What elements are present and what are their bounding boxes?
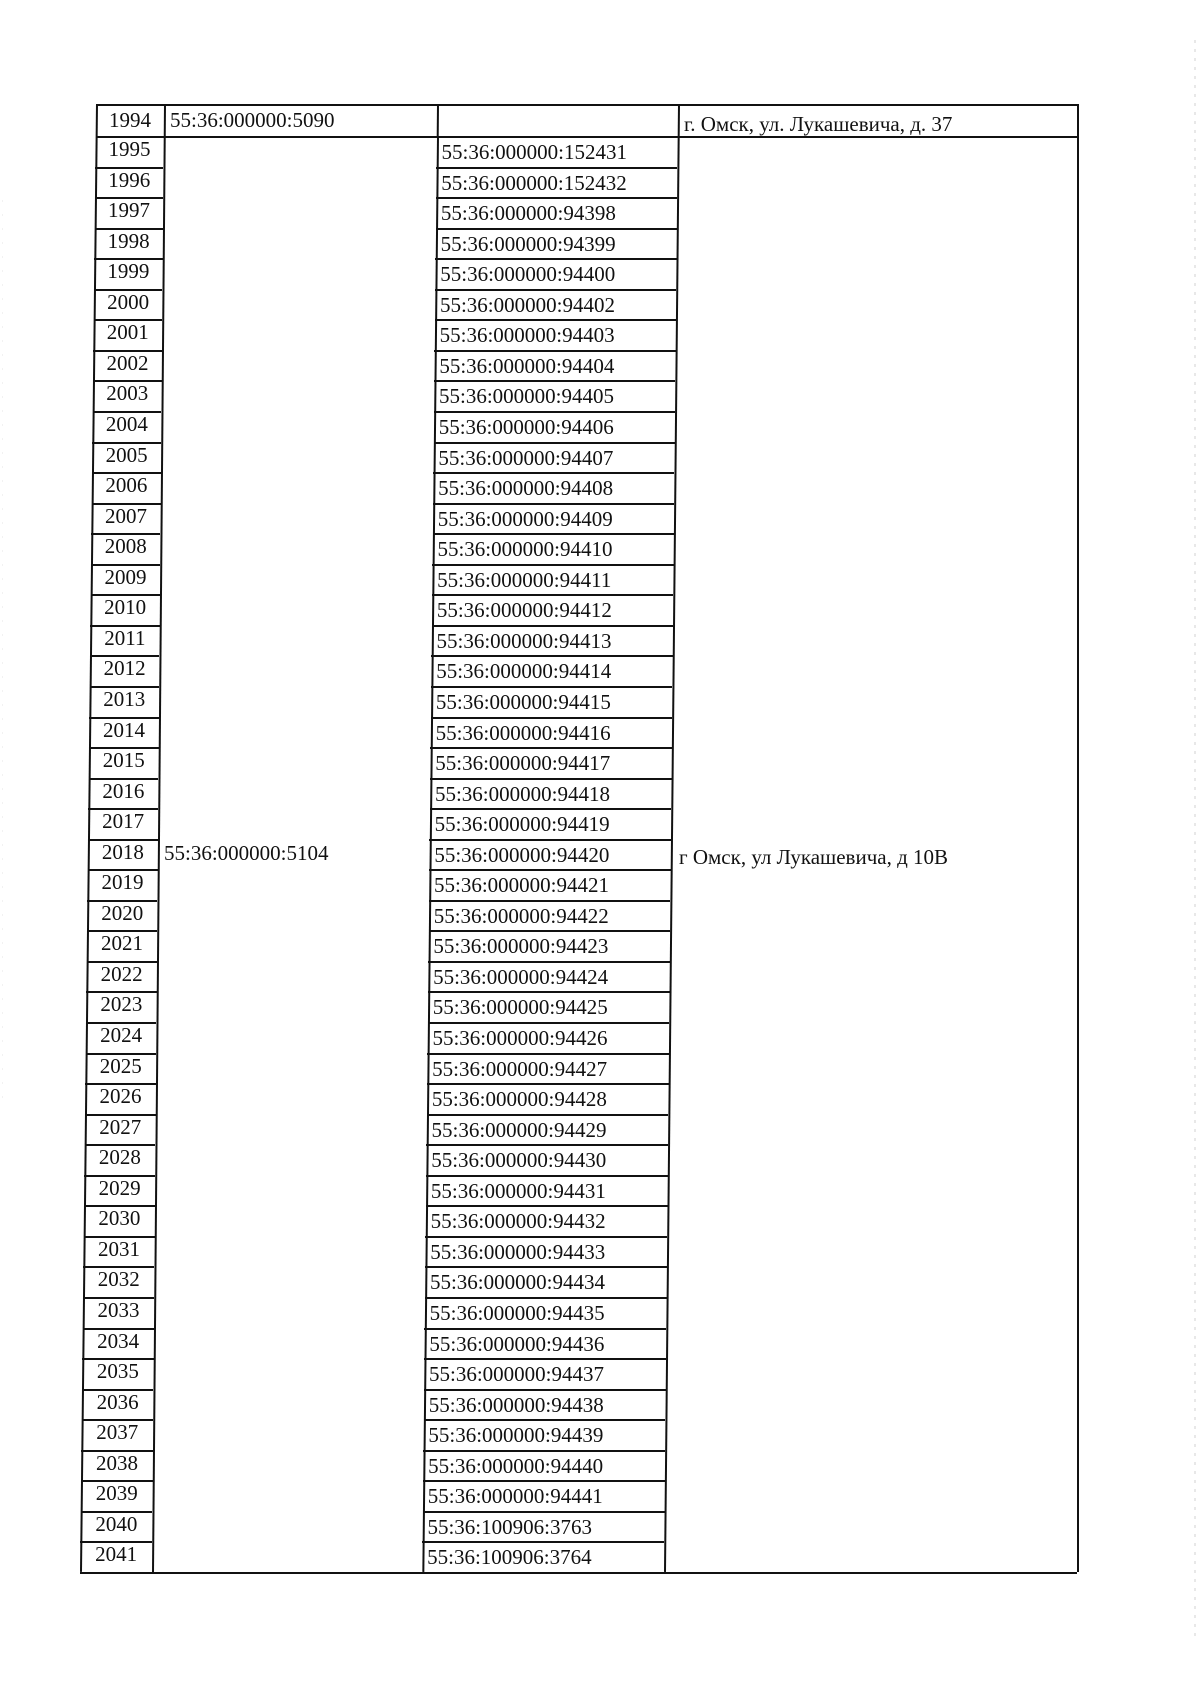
row-number: 1999 bbox=[107, 259, 150, 284]
object-number: 55:36:000000:94417 bbox=[435, 751, 611, 776]
row-number: 2039 bbox=[95, 1481, 138, 1506]
object-cell-separator bbox=[435, 258, 676, 260]
object-cell-separator bbox=[429, 900, 671, 902]
object-cell-separator bbox=[436, 167, 677, 169]
object-number: 55:36:000000:152431 bbox=[441, 140, 628, 164]
object-number: 55:36:000000:94438 bbox=[428, 1392, 604, 1417]
object-number: 55:36:000000:94398 bbox=[440, 201, 616, 226]
object-number: 55:36:000000:94419 bbox=[434, 812, 610, 837]
row-number: 2031 bbox=[98, 1236, 141, 1261]
object-number: 55:36:000000:94416 bbox=[435, 720, 611, 745]
row-number: 2006 bbox=[105, 473, 148, 498]
object-number: 55:36:000000:94413 bbox=[436, 628, 612, 653]
object-cell-separator bbox=[435, 319, 676, 321]
row-number: 1995 bbox=[108, 137, 151, 161]
object-cell-separator bbox=[431, 686, 672, 688]
object-number: 55:36:000000:94436 bbox=[429, 1331, 605, 1356]
object-number: 55:36:000000:94405 bbox=[439, 384, 615, 409]
object-cell-separator bbox=[432, 594, 673, 596]
object-cell-separator bbox=[436, 228, 677, 230]
object-cell-separator bbox=[427, 1053, 669, 1055]
row-number: 2033 bbox=[97, 1298, 140, 1323]
object-cell-separator bbox=[434, 411, 675, 413]
object-cell-separator bbox=[432, 564, 673, 566]
object-cell-separator bbox=[423, 1511, 665, 1513]
object-cell-separator bbox=[425, 1266, 667, 1268]
table-bottom-border bbox=[80, 1572, 1077, 1574]
row-number: 2004 bbox=[105, 411, 148, 436]
object-number: 55:36:000000:94403 bbox=[439, 323, 615, 348]
object-cell-separator bbox=[431, 717, 672, 719]
object-cell-separator bbox=[424, 1419, 666, 1421]
row-number: 2029 bbox=[98, 1175, 141, 1200]
object-cell-separator bbox=[422, 1541, 664, 1543]
object-number: 55:36:000000:94409 bbox=[437, 506, 613, 531]
row-number: 2036 bbox=[96, 1389, 139, 1414]
object-number: 55:36:000000:94404 bbox=[439, 353, 615, 378]
object-number: 55:36:000000:94407 bbox=[438, 445, 614, 470]
object-cell-separator bbox=[430, 808, 671, 810]
object-number: 55:36:000000:94440 bbox=[428, 1453, 604, 1478]
object-number: 55:36:000000:94414 bbox=[436, 659, 612, 684]
object-cell-separator bbox=[432, 625, 673, 627]
object-number: 55:36:000000:94415 bbox=[435, 689, 611, 714]
row-number: 2015 bbox=[102, 748, 145, 773]
object-number: 55:36:000000:94412 bbox=[436, 598, 612, 623]
object-number: 55:36:000000:94422 bbox=[433, 903, 609, 928]
object-number: 55:36:000000:94441 bbox=[427, 1484, 603, 1509]
row-number: 2001 bbox=[106, 320, 149, 345]
object-number: 55:36:000000:94425 bbox=[432, 995, 608, 1020]
object-cell-separator bbox=[426, 1175, 668, 1177]
table-right-border bbox=[1077, 104, 1079, 1572]
object-cell-separator bbox=[436, 197, 677, 199]
row-number: 2020 bbox=[101, 900, 144, 925]
object-cell-separator bbox=[425, 1297, 667, 1299]
object-number: 55:36:000000:94411 bbox=[437, 567, 612, 592]
object-cell-separator bbox=[429, 839, 671, 841]
object-number: 55:36:000000:152432 bbox=[441, 170, 627, 195]
object-number: 55:36:000000:94421 bbox=[434, 873, 610, 898]
object-number: 55:36:100906:3763 bbox=[427, 1514, 592, 1539]
object-cell-separator bbox=[428, 991, 670, 993]
row-number: 2019 bbox=[101, 870, 144, 895]
object-number: 55:36:000000:94435 bbox=[429, 1301, 605, 1326]
row-number: 2018 bbox=[101, 839, 144, 864]
object-cell-separator bbox=[428, 1022, 670, 1024]
object-cell-separator bbox=[434, 442, 675, 444]
object-cell-separator bbox=[434, 350, 675, 352]
object-number: 55:36:000000:94437 bbox=[429, 1362, 605, 1387]
scan-edge-noise bbox=[1194, 40, 1196, 1640]
row-number: 2013 bbox=[103, 686, 146, 711]
object-cell-separator bbox=[433, 533, 674, 535]
object-cell-separator bbox=[423, 1480, 665, 1482]
row-number: 2023 bbox=[100, 992, 143, 1017]
parcel-column-divider bbox=[437, 104, 439, 136]
object-number: 55:36:000000:94428 bbox=[431, 1087, 607, 1112]
object-number: 55:36:000000:94434 bbox=[429, 1270, 605, 1295]
row-number: 2007 bbox=[105, 503, 148, 528]
object-number: 55:36:000000:94430 bbox=[431, 1148, 607, 1173]
row-number: 2014 bbox=[103, 717, 145, 742]
row-number: 1996 bbox=[108, 167, 151, 192]
row-number: 2005 bbox=[105, 442, 148, 467]
object-cell-separator bbox=[433, 503, 674, 505]
object-cell-separator bbox=[429, 869, 671, 871]
row-number: 2011 bbox=[104, 625, 146, 650]
object-number: 55:36:000000:94424 bbox=[433, 964, 609, 989]
row-number: 2037 bbox=[96, 1420, 139, 1445]
row-number: 2012 bbox=[103, 656, 146, 681]
row-number: 2008 bbox=[104, 534, 147, 559]
row-number: 2027 bbox=[99, 1114, 142, 1139]
object-cell-separator bbox=[427, 1083, 669, 1085]
object-number: 55:36:000000:94406 bbox=[438, 414, 614, 439]
object-cell-separator bbox=[431, 655, 672, 657]
object-cell-separator bbox=[426, 1205, 668, 1207]
row-number: 2032 bbox=[97, 1267, 140, 1292]
object-cell-separator bbox=[427, 1114, 669, 1116]
object-cell-separator bbox=[423, 1450, 665, 1452]
object-column-right-edge bbox=[664, 104, 680, 1572]
object-number: 55:36:000000:94439 bbox=[428, 1423, 604, 1448]
row-number: 2025 bbox=[99, 1053, 142, 1078]
object-number: 55:36:000000:94426 bbox=[432, 1026, 608, 1051]
parcel-number: 55:36:000000:5104 bbox=[163, 840, 329, 865]
object-cell-separator bbox=[433, 472, 674, 474]
row-number: 2022 bbox=[100, 961, 143, 986]
row-number: 2040 bbox=[95, 1511, 138, 1536]
row-number: 2002 bbox=[106, 350, 149, 375]
object-number: 55:36:000000:94420 bbox=[434, 842, 610, 867]
address: г Омск, ул Лукашевича, д 10В bbox=[678, 844, 949, 869]
object-number: 55:36:000000:94408 bbox=[438, 476, 614, 501]
row-number: 2024 bbox=[100, 1023, 143, 1048]
object-cell-separator bbox=[435, 289, 676, 291]
object-cell-separator bbox=[429, 930, 671, 932]
object-cell-separator bbox=[428, 961, 670, 963]
row-number: 2030 bbox=[98, 1206, 141, 1231]
row-number: 2034 bbox=[97, 1328, 140, 1353]
address: г. Омск, ул. Лукашевича, д. 37 bbox=[684, 112, 953, 136]
object-number: 55:36:000000:94410 bbox=[437, 537, 613, 562]
row-number: 2021 bbox=[100, 931, 143, 956]
row-number: 1997 bbox=[107, 198, 150, 223]
object-number: 55:36:000000:94429 bbox=[431, 1117, 607, 1142]
object-number: 55:36:000000:94427 bbox=[432, 1056, 608, 1081]
object-number: 55:36:000000:94433 bbox=[430, 1239, 606, 1264]
row-number: 2010 bbox=[104, 595, 147, 620]
row-number: 2028 bbox=[98, 1145, 141, 1170]
object-cell-separator bbox=[430, 747, 671, 749]
row-number: 1994 bbox=[109, 108, 151, 132]
object-number: 55:36:000000:94423 bbox=[433, 934, 609, 959]
row-number: 2017 bbox=[102, 809, 145, 834]
row-number: 2038 bbox=[96, 1450, 138, 1475]
object-cell-separator bbox=[434, 380, 675, 382]
object-number: 55:36:000000:94418 bbox=[434, 781, 610, 806]
row-number: 2035 bbox=[96, 1359, 139, 1384]
object-cell-separator bbox=[430, 778, 671, 780]
object-cell-separator bbox=[426, 1144, 668, 1146]
scan-edge-noise-left bbox=[2, 200, 3, 1100]
row-number: 2016 bbox=[102, 778, 145, 803]
object-number: 55:36:000000:94431 bbox=[430, 1178, 606, 1203]
object-number: 55:36:000000:94400 bbox=[440, 262, 616, 287]
row-number: 2009 bbox=[104, 564, 147, 589]
parcel-number: 55:36:000000:5090 bbox=[170, 108, 335, 132]
row-number: 2026 bbox=[99, 1084, 142, 1109]
row-number: 2000 bbox=[107, 289, 150, 314]
object-cell-separator bbox=[424, 1389, 666, 1391]
object-number: 55:36:000000:94432 bbox=[430, 1209, 606, 1234]
first-row-bottom-border bbox=[96, 136, 1077, 138]
object-cell-separator bbox=[424, 1358, 666, 1360]
row-number: 2003 bbox=[106, 381, 149, 406]
object-number: 55:36:000000:94402 bbox=[439, 292, 615, 317]
object-number: 55:36:000000:94399 bbox=[440, 231, 616, 256]
object-cell-separator bbox=[425, 1236, 667, 1238]
row-number: 2041 bbox=[95, 1542, 138, 1567]
table-top-border bbox=[96, 104, 1077, 106]
object-number: 55:36:100906:3764 bbox=[427, 1545, 592, 1570]
object-cell-separator bbox=[424, 1328, 666, 1330]
row-number: 1998 bbox=[107, 228, 150, 253]
